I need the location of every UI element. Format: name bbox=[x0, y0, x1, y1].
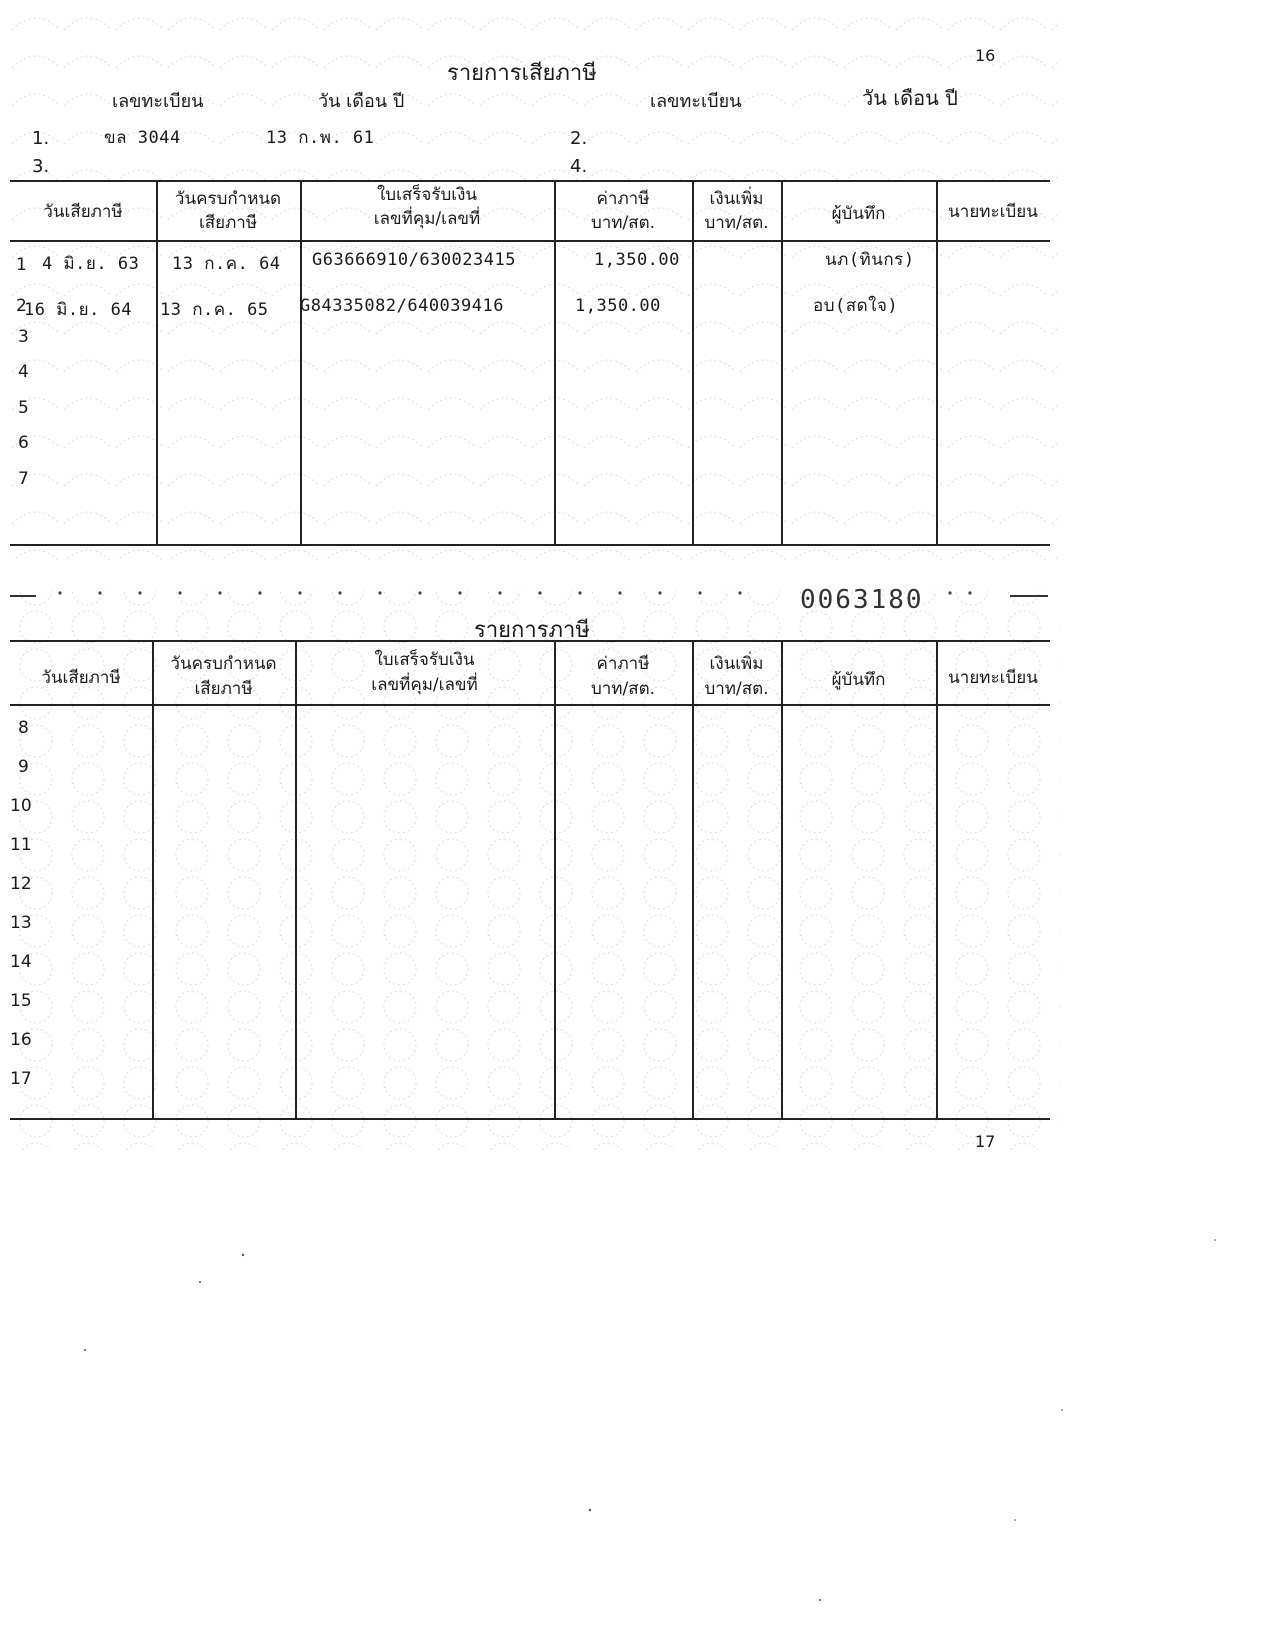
row-number: 17 bbox=[10, 1069, 32, 1089]
scan-noise bbox=[0, 1160, 1275, 1640]
row-number: 14 bbox=[10, 952, 32, 972]
table1-top-rule bbox=[10, 180, 1050, 182]
col-header-due-date-line2: เสียภาษี bbox=[194, 679, 253, 699]
paid-date-cell: 16 มิ.ย. 64 bbox=[24, 300, 133, 320]
col-header-surcharge-line1: เงินเพิ่ม bbox=[709, 654, 764, 674]
row-number: 11 bbox=[10, 835, 32, 855]
col-header-tax-line1: ค่าภาษี bbox=[596, 654, 650, 674]
form-serial-number: 0063180 bbox=[800, 585, 924, 615]
col-header-due-date-line1: วันครบกำหนด bbox=[170, 654, 277, 674]
col-header-receipt-line1: ใบเสร็จรับเงิน bbox=[374, 650, 475, 670]
row-number: 7 bbox=[18, 469, 29, 489]
row-number: 2 bbox=[16, 296, 27, 316]
col-header-registrar: นายทะเบียน bbox=[948, 202, 1038, 222]
row-number: 16 bbox=[10, 1030, 32, 1050]
col-header-receipt-line1: ใบเสร็จรับเงิน bbox=[376, 185, 478, 205]
col-header-receipt-line2: เลขที่คุม/เลขที่ bbox=[371, 675, 478, 695]
col-header-registrar: นายทะเบียน bbox=[948, 668, 1038, 688]
col-header-recorder: ผู้บันทึก bbox=[831, 204, 886, 224]
col-header-surcharge-line2: บาท/สต. bbox=[704, 679, 769, 699]
due-date-cell: 13 ก.ค. 65 bbox=[160, 300, 269, 320]
due-date-cell: 13 ก.ค. 64 bbox=[172, 254, 281, 274]
col-header-surcharge-line1: เงินเพิ่ม bbox=[709, 189, 764, 209]
col-header-due-date-line2: เสียภาษี bbox=[198, 213, 258, 233]
recorder-cell: นภ(ทินกร) bbox=[825, 250, 915, 270]
row-number: 15 bbox=[10, 991, 32, 1011]
reg-slot-1-date: 13 ก.พ. 61 bbox=[266, 128, 375, 148]
reg-number-header-right: เลขทะเบียน bbox=[650, 91, 742, 112]
table2-col-divider bbox=[692, 640, 694, 1118]
row-number: 9 bbox=[18, 757, 29, 777]
table1-col-divider bbox=[936, 180, 938, 545]
table2-top-rule bbox=[10, 640, 1050, 642]
row-number: 1 bbox=[16, 255, 27, 275]
section-title-tax-list: รายการภาษี bbox=[474, 618, 590, 643]
col-header-due-date-line1: วันครบกำหนด bbox=[174, 189, 282, 209]
col-header-tax-line1: ค่าภาษี bbox=[596, 189, 650, 209]
paid-date-cell: 4 มิ.ย. 63 bbox=[42, 254, 140, 274]
row-number: 5 bbox=[18, 398, 29, 418]
tax-amount-cell: 1,350.00 bbox=[575, 296, 661, 316]
page-number-top: 16 bbox=[975, 46, 996, 65]
table2-col-divider bbox=[554, 640, 556, 1118]
reg-slot-1-no: 1. bbox=[32, 128, 50, 149]
table2-bottom-rule bbox=[10, 1118, 1050, 1120]
page-number-bottom: 17 bbox=[975, 1132, 996, 1151]
tax-amount-cell: 1,350.00 bbox=[594, 250, 680, 270]
table1-col-divider bbox=[300, 180, 302, 545]
row-number: 12 bbox=[10, 874, 32, 894]
col-header-surcharge-line2: บาท/สต. bbox=[704, 213, 769, 233]
security-pattern-background bbox=[10, 0, 1060, 1150]
table1-col-divider bbox=[781, 180, 783, 545]
row-number: 10 bbox=[10, 796, 32, 816]
row-number: 3 bbox=[18, 327, 29, 347]
col-header-tax-line2: บาท/สต. bbox=[590, 213, 656, 233]
table1-bottom-rule bbox=[10, 544, 1050, 546]
reg-slot-4-no: 4. bbox=[570, 156, 588, 177]
receipt-number-cell: G84335082/640039416 bbox=[300, 296, 504, 316]
row-number: 4 bbox=[18, 362, 29, 382]
table2-col-divider bbox=[781, 640, 783, 1118]
table1-header-rule bbox=[10, 240, 1050, 242]
row-number: 13 bbox=[10, 913, 32, 933]
perforation-dots-right bbox=[940, 585, 1050, 597]
table2-col-divider bbox=[936, 640, 938, 1118]
col-header-paid-date: วันเสียภาษี bbox=[41, 668, 121, 688]
col-header-paid-date: วันเสียภาษี bbox=[43, 202, 123, 222]
row-number: 6 bbox=[18, 433, 29, 453]
date-header-left: วัน เดือน ปี bbox=[318, 91, 405, 112]
col-header-tax-line2: บาท/สต. bbox=[590, 679, 656, 699]
reg-number-header-left: เลขทะเบียน bbox=[112, 91, 204, 112]
table2-col-divider bbox=[295, 640, 297, 1118]
recorder-cell: อบ(สดใจ) bbox=[813, 296, 899, 316]
reg-slot-1-plate: ขล 3044 bbox=[104, 128, 181, 148]
row-number: 8 bbox=[18, 718, 29, 738]
date-header-right: วัน เดือน ปี bbox=[862, 86, 958, 110]
table2-col-divider bbox=[152, 640, 154, 1118]
reg-slot-2-no: 2. bbox=[570, 128, 588, 149]
col-header-recorder: ผู้บันทึก bbox=[831, 670, 886, 690]
table2-header-rule bbox=[10, 704, 1050, 706]
perforation-dots bbox=[10, 585, 790, 597]
section-title-tax-payment: รายการเสียภาษี bbox=[447, 61, 597, 86]
receipt-number-cell: G63666910/630023415 bbox=[312, 250, 516, 270]
reg-slot-3-no: 3. bbox=[32, 156, 50, 177]
col-header-receipt-line2: เลขที่คุม/เลขที่ bbox=[373, 209, 481, 229]
